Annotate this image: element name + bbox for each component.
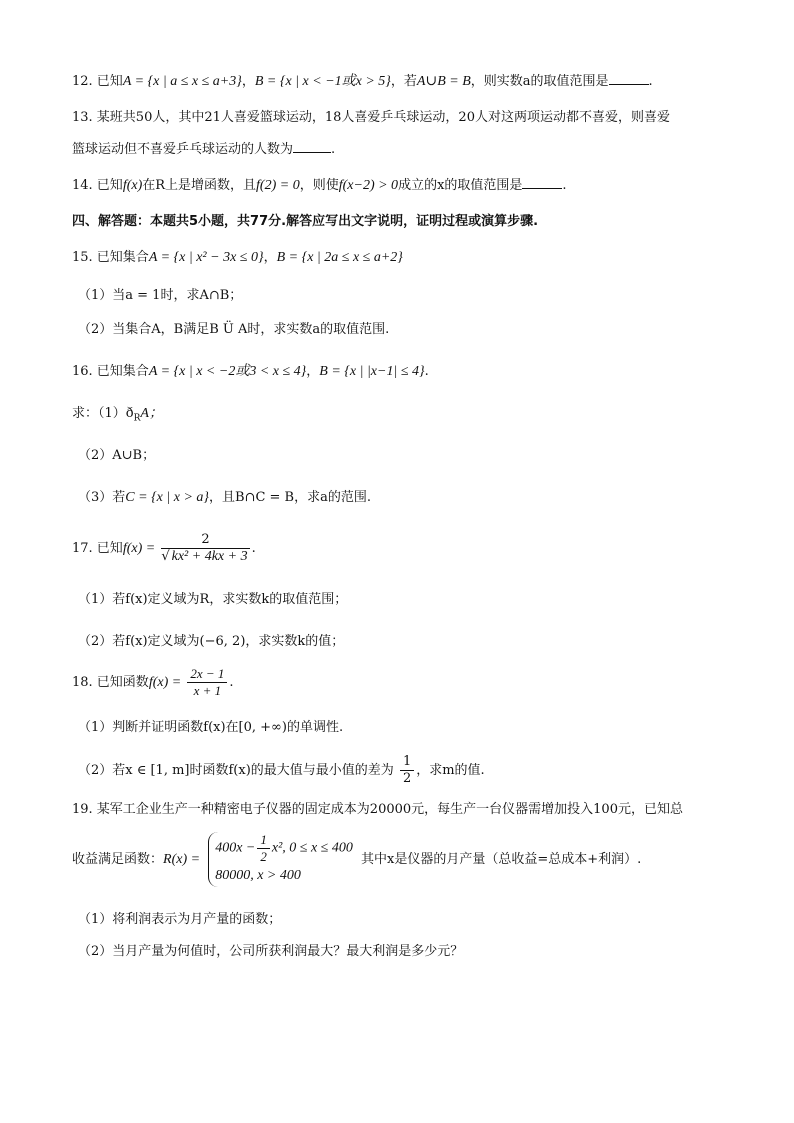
q16-p1-tail: A；	[140, 406, 163, 421]
q16-p1-sub: R	[133, 413, 141, 424]
question-19-line1: 19. 某军工企业生产一种精密电子仪器的固定成本为20000元，每生产一台仪器需增加投入100元，已知总	[72, 802, 683, 817]
question-16	[72, 362, 429, 382]
q19-post: 其中x是仪器的月产量（总收益=总成本+利润）.	[361, 852, 642, 867]
q12-cond: ，若	[390, 74, 417, 89]
q14-tail: 成立的x的取值范围是	[398, 178, 523, 193]
q19-case1-a: 400x −	[215, 840, 256, 856]
question-15	[72, 248, 403, 268]
q16-p3-set: C = {x | x > a}	[125, 490, 209, 505]
question-17	[72, 532, 256, 565]
q19-case-1	[215, 832, 353, 865]
q19-rx: R(x) =	[163, 852, 201, 867]
q18-label: 18. 已知函数	[72, 675, 149, 690]
q18-p2-a: （2）若x ∈ [1, m]时函数f(x)的最大值与最小值的差为	[78, 763, 394, 778]
q17-part-2: （2）若f(x)定义域为(−6, 2)，求实数k的值；	[78, 634, 345, 649]
question-13-line1: 13. 某班共50人，其中21人喜爱篮球运动，18人喜爱乒乓球运动，20人对这两项运动都不喜爱，则喜爱	[72, 110, 670, 125]
q18-p2-b: ，求m的值.	[416, 763, 485, 778]
q16-set-a: A = {x | x < −2或3 < x ≤ 4}	[148, 364, 307, 379]
q14-ineq: f(x−2) > 0	[338, 178, 399, 193]
q12-set-a: A = {x | a ≤ x ≤ a+3}	[122, 74, 242, 89]
q16-sep: ，	[306, 364, 320, 379]
q17-label: 17. 已知	[72, 541, 123, 556]
q19-case1-numerator: 1	[257, 832, 270, 849]
q14-end: .	[562, 178, 567, 193]
q15-set-a: A = {x | x² − 3x ≤ 0}	[148, 250, 264, 265]
q19-case1-denominator: 2	[260, 849, 267, 864]
q19-piecewise	[208, 832, 353, 887]
q18-p2-fraction	[400, 754, 414, 787]
q17-radicand: kx² + 4kx + 3	[171, 549, 248, 564]
question-18	[72, 666, 234, 699]
q16-label: 16. 已知集合	[72, 364, 149, 379]
q19-pre: 收益满足函数：	[72, 852, 164, 867]
q14-mid: 在R上是增函数，且	[142, 178, 257, 193]
q12-union: A∪B = B	[416, 74, 471, 89]
q15-part-2: （2）当集合A，B满足B Ü A时，求实数a的取值范围.	[78, 322, 390, 337]
q18-p2-numerator: 1	[400, 754, 414, 771]
q13-end: .	[331, 142, 336, 157]
q16-p1-text: 求：（1）ð	[72, 406, 134, 421]
q12-label: 12. 已知	[72, 74, 123, 89]
q15-set-b: B = {x | 2a ≤ x ≤ a+2}	[276, 250, 403, 265]
q14-label: 14. 已知	[72, 178, 123, 193]
question-13-line2	[72, 140, 335, 160]
q17-numerator: 2	[161, 532, 249, 549]
q15-part-1: （1）当a = 1时，求A∩B；	[78, 288, 243, 303]
q18-denominator: x + 1	[193, 683, 222, 698]
q17-end: .	[251, 541, 256, 556]
q13-text: 篮球运动但不喜爱乒乓球运动的人数为	[72, 142, 294, 157]
q14-answer-blank	[522, 176, 562, 189]
q15-sep: ，	[263, 250, 277, 265]
q14-f2: f(2) = 0	[256, 178, 300, 193]
q18-part-1: （1）判断并证明函数f(x)在[0, +∞)的单调性.	[78, 720, 344, 735]
q18-end: .	[229, 675, 234, 690]
q17-denominator: √ kx² + 4kx + 3	[161, 549, 248, 564]
q19-part-1: （1）将利润表示为月产量的函数；	[78, 912, 282, 927]
q12-end: .	[648, 74, 653, 89]
q18-numerator: 2x − 1	[187, 666, 227, 683]
q12-answer-blank	[609, 72, 649, 85]
q18-fx: f(x) =	[148, 675, 182, 690]
q19-case-2: 80000, x > 400	[215, 868, 301, 883]
q16-p3-a: （3）若	[78, 490, 126, 505]
q18-fraction	[187, 666, 227, 699]
q14-fx: f(x)	[122, 178, 143, 193]
q16-set-b: B = {x | |x−1| ≤ 4}	[319, 364, 425, 379]
q17-fx: f(x) =	[122, 541, 156, 556]
q16-end: .	[424, 364, 429, 379]
q19-case1-b: x², 0 ≤ x ≤ 400	[271, 840, 353, 856]
q12-set-b: B = {x | x < −1或x > 5}	[254, 74, 391, 89]
q14-mid2: ，则使	[299, 178, 339, 193]
q17-fraction	[161, 532, 249, 565]
q17-part-1: （1）若f(x)定义域为R，求实数k的取值范围；	[78, 592, 348, 607]
q13-answer-blank	[293, 140, 331, 153]
q18-p2-denominator: 2	[402, 771, 412, 786]
q16-p3-b: ，且B∩C = B，求a的范围.	[209, 490, 371, 505]
q19-part-2: （2）当月产量为何值时，公司所获利润最大？最大利润是多少元？	[78, 944, 464, 959]
section-4-title: 四、解答题：本题共5小题，共77分.解答应写出文字说明，证明过程或演算步骤.	[72, 214, 539, 229]
q16-part-1	[72, 404, 163, 429]
question-14	[72, 176, 567, 196]
q15-label: 15. 已知集合	[72, 250, 149, 265]
q12-sep: ，	[241, 74, 255, 89]
q19-case1-fraction	[257, 832, 270, 865]
q16-part-2: （2）A∪B；	[78, 448, 156, 463]
q12-tail: ，则实数a的取值范围是	[470, 74, 609, 89]
question-19-line2	[72, 832, 641, 887]
q18-part-2	[78, 754, 485, 787]
q16-part-3	[78, 488, 371, 508]
question-12	[72, 72, 653, 92]
